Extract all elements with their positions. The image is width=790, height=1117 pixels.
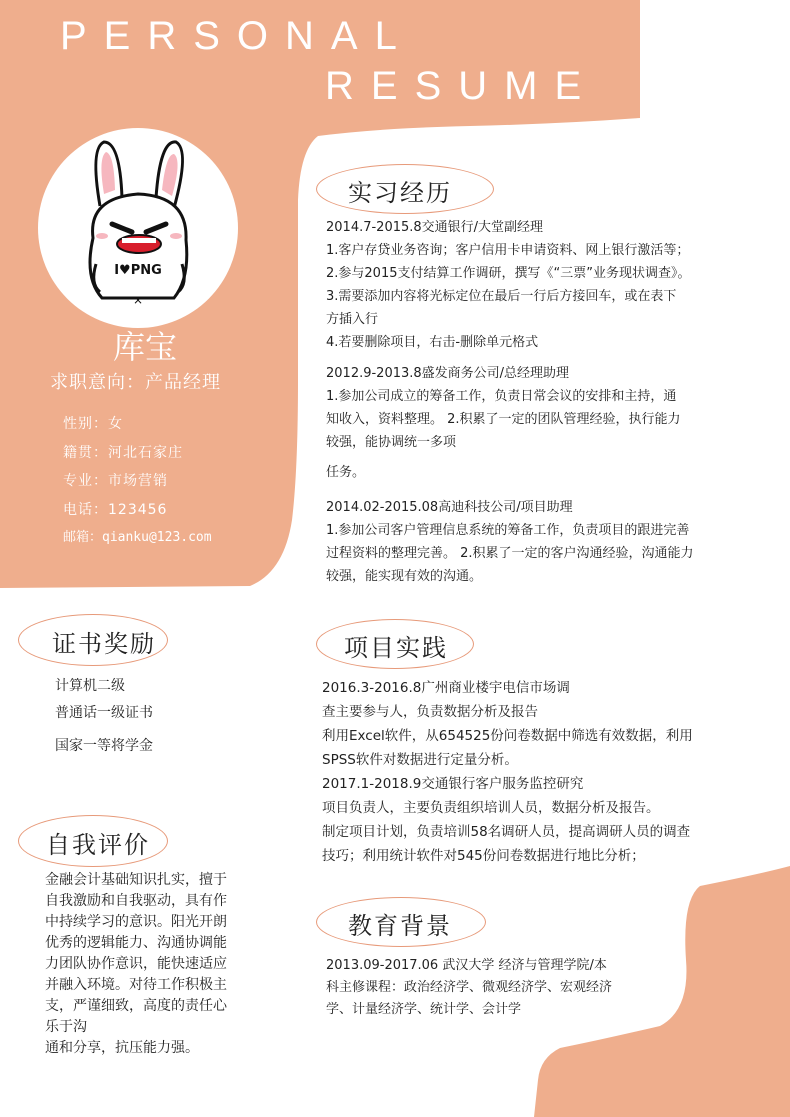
job-intent: 求职意向：产品经理 [50, 372, 221, 393]
education-text [326, 955, 612, 1021]
project-line: 2016.3-2016.8广州商业楼宇电信市场调 [322, 680, 570, 696]
bunny-mascot-icon [38, 128, 238, 328]
resume-title-resume: RESUME [325, 64, 599, 108]
project-line: 制定项目计划，负责培训58名调研人员，提高调研人员的调查 [322, 824, 691, 840]
job-line: 4.若要删除项目，右击-删除单元格式 [326, 335, 539, 350]
education-line: 科主修课程：政治经济学、微观经济学、宏观经济 [326, 980, 613, 995]
project-line: 项目负责人，主要负责组织培训人员，数据分析及报告。 [322, 800, 660, 816]
certificates-heading: 证书奖励 [52, 630, 156, 658]
education-line: 学、计量经济学、统计学、会计学 [326, 1002, 522, 1017]
project-line: 查主要参与人，负责数据分析及报告 [322, 704, 538, 720]
self-eval-line: 中持续学习的意识。阳光开朗 [45, 914, 227, 930]
job-header: 2014.02-2015.08高迪科技公司/项目助理 [326, 500, 573, 515]
job-line: 1.参加公司客户管理信息系统的筹备工作，负责项目的跟进完善 [326, 523, 690, 538]
certificate-item: 计算机二级 [55, 678, 125, 694]
job-line: 较强，能协调统一多项 [326, 435, 457, 450]
self-eval-line: 乐于沟 [45, 1019, 87, 1035]
info-gender: 性别：女 [63, 416, 123, 432]
info-phone: 电话：123456 [63, 502, 168, 518]
self-eval-heading: 自我评价 [46, 831, 150, 859]
avatar-shirt-text: I♥PNG [114, 263, 162, 278]
job-line: 过程资料的整理完善。 2.积累了一定的客户沟通经验，沟通能力 [326, 546, 694, 561]
projects-heading: 项目实践 [344, 634, 448, 662]
resume-title-personal: PERSONAL [60, 14, 414, 58]
project-line: 2017.1-2018.9交通银行客户服务监控研究 [322, 776, 584, 792]
internship-job3 [326, 496, 694, 588]
education-line: 2013.09-2017.06 武汉大学 经济与管理学院/本 [326, 958, 607, 973]
project-line: SPSS软件对数据进行定量分析。 [322, 752, 518, 768]
internship-heading: 实习经历 [348, 179, 452, 207]
job-extra: 任务。 [326, 465, 366, 480]
job-header: 2012.9-2013.8盛发商务公司/总经理助理 [326, 366, 570, 381]
education-heading: 教育背景 [348, 912, 452, 940]
info-email: 邮箱：qianku@123.com [63, 530, 212, 545]
self-eval-text [45, 870, 260, 1059]
avatar [38, 128, 238, 328]
self-eval-line: 自我激励和自我驱动，具有作 [45, 893, 227, 909]
svg-text:×: × [132, 293, 144, 307]
internship-job1 [326, 216, 690, 354]
self-eval-line: 金融会计基础知识扎实，擅于 [45, 872, 227, 888]
job-header: 2014.7-2015.8交通银行/大堂副经理 [326, 220, 544, 235]
job-line: 知收入，资料整理。 2.积累了一定的团队管理经验，执行能力 [326, 412, 681, 427]
certificate-item: 国家一等将学金 [55, 738, 153, 754]
job-line: 2.参与2015支付结算工作调研，撰写《“三票”业务现状调查》。 [326, 266, 691, 281]
job-line: 3.需要添加内容将光标定位在最后一行后方接回车，或在表下 [326, 289, 677, 304]
job-line: 方插入行 [326, 312, 379, 327]
job-line: 1.参加公司成立的筹备工作，负责日常会议的安排和主持，通 [326, 389, 677, 404]
job-line: 1.客户存贷业务咨询；客户信用卡申请资料、网上银行激活等； [326, 243, 690, 258]
project-line: 技巧；利用统计软件对545份问卷数据进行地比分析； [322, 848, 645, 864]
self-eval-line: 支，严谨细致，高度的责任心 [45, 998, 227, 1014]
self-eval-line: 并融入环境。对待工作积极主 [45, 977, 227, 993]
projects-text [322, 676, 693, 868]
profile-name: 库宝 [112, 328, 177, 366]
certificate-item: 普通话一级证书 [55, 705, 153, 721]
internship-job2 [326, 362, 681, 454]
self-eval-line: 优秀的逻辑能力、沟通协调能 [45, 935, 227, 951]
project-line: 利用Excel软件，从654525份问卷数据中筛选有效数据，利用 [322, 728, 693, 744]
job-line: 较强，能实现有效的沟通。 [326, 569, 483, 584]
info-major: 专业：市场营销 [63, 473, 168, 489]
self-eval-line: 力团队协作意识，能快速适应 [45, 956, 227, 972]
info-hometown: 籍贯：河北石家庄 [63, 445, 183, 461]
self-eval-line: 通和分享，抗压能力强。 [45, 1040, 199, 1056]
